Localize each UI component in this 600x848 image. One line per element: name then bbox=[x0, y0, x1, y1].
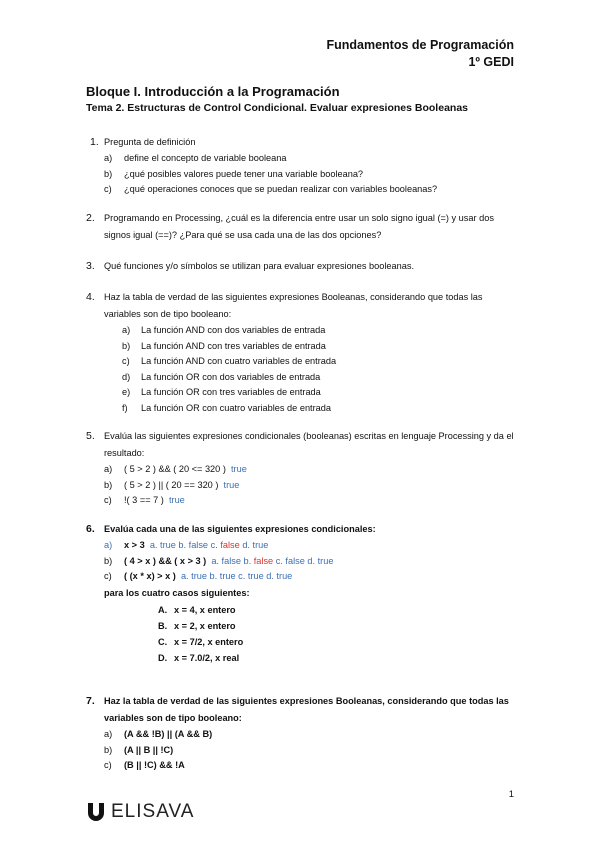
course-group: 1º GEDI bbox=[468, 55, 514, 69]
list-item: a) La función AND con dos variables de entrada bbox=[122, 325, 326, 335]
question-number: 6. bbox=[86, 523, 95, 535]
question-4 bbox=[86, 289, 516, 416]
question-1 bbox=[86, 134, 516, 198]
question-number: 5. bbox=[86, 430, 95, 442]
question-7 bbox=[86, 693, 516, 774]
question-text: Haz la tabla de verdad de las siguientes expresiones Booleanas, considerando que todas las variables son de tipo booleano: bbox=[104, 696, 509, 723]
list-item: b) La función AND con tres variables de entrada bbox=[122, 340, 326, 351]
question-text: Pregunta de definición bbox=[104, 137, 196, 147]
question-text: Programando en Processing, ¿cuál es la diferencia entre usar un solo signo igual (=) y usar dos signos igual (==)? ¿Para qué se usa cada una de las dos opciones? bbox=[104, 213, 494, 240]
case-item: B. x = 2, x entero bbox=[158, 620, 236, 631]
question-6 bbox=[86, 521, 516, 666]
list-item: a) (A && !B) || (A && B) bbox=[104, 729, 213, 739]
question-number: 7. bbox=[86, 695, 95, 707]
question-number: 2. bbox=[86, 212, 95, 224]
u-logo-icon bbox=[88, 803, 104, 821]
case-item: A. x = 4, x entero bbox=[158, 604, 236, 615]
question-number: 1. bbox=[90, 136, 99, 148]
list-item: a) ( 5 > 2 ) && ( 20 <= 320 ) true bbox=[104, 464, 247, 474]
question-3 bbox=[86, 258, 516, 275]
page-number: 1 bbox=[508, 789, 514, 800]
list-item: b) ( 4 > x ) && ( x > 3 ) a. false b. false c. false d. true bbox=[104, 555, 334, 566]
list-item: c) ( (x * x) > x ) a. true b. true c. true d. true bbox=[104, 571, 293, 581]
question-text: Evalúa cada una de las siguientes expresiones condicionales: bbox=[104, 524, 376, 534]
answer: true bbox=[231, 464, 247, 474]
list-item: f) La función OR con cuatro variables de entrada bbox=[122, 402, 331, 413]
logo-text: ELISAVA bbox=[111, 801, 195, 822]
list-item: d) La función OR con dos variables de entrada bbox=[122, 371, 321, 382]
answer: true bbox=[223, 479, 240, 490]
list-item: b) (A || B || !C) bbox=[104, 744, 174, 755]
cases-label: para los cuatro casos siguientes: bbox=[104, 587, 250, 598]
list-item: a) x > 3 a. true b. false c. false d. true bbox=[104, 540, 269, 550]
answer: true bbox=[168, 495, 185, 505]
case-item: C. x = 7/2, x entero bbox=[158, 636, 244, 647]
elisava-logo bbox=[88, 801, 194, 823]
question-5 bbox=[86, 428, 516, 509]
question-number: 4. bbox=[86, 291, 95, 303]
list-item: b) ¿qué posibles valores puede tener una variable booleana? bbox=[104, 168, 364, 179]
topic-subtitle: Tema 2. Estructuras de Control Condicional. Evaluar expresiones Booleanas bbox=[86, 102, 468, 114]
list-item: b) ( 5 > 2 ) || ( 20 == 320 ) true bbox=[104, 479, 240, 490]
case-item: D. x = 7.0/2, x real bbox=[158, 652, 240, 663]
block-title: Bloque I. Introducción a la Programación bbox=[86, 84, 340, 99]
course-title: Fundamentos de Programación bbox=[326, 38, 514, 52]
question-2 bbox=[86, 210, 516, 244]
list-item: c) ¿qué operaciones conoces que se puedan realizar con variables booleanas? bbox=[104, 184, 438, 194]
list-item: c) (B || !C) && !A bbox=[104, 760, 185, 770]
question-text: Haz la tabla de verdad de las siguientes expresiones Booleanas, considerando que todas las variables son de tipo booleano: bbox=[104, 292, 483, 319]
question-text: Evalúa las siguientes expresiones condicionales (booleanas) escritas en lenguaje Processing y da el resultado: bbox=[104, 431, 514, 458]
list-item: e) La función OR con tres variables de entrada bbox=[122, 387, 321, 397]
question-text: Qué funciones y/o símbolos se utilizan para evaluar expresiones booleanas. bbox=[104, 261, 415, 271]
list-item: c) !( 3 == 7 ) true bbox=[104, 495, 185, 505]
list-item: a) define el concepto de variable booleana bbox=[104, 153, 287, 163]
question-number: 3. bbox=[86, 260, 95, 272]
list-item: c) La función AND con cuatro variables de entrada bbox=[122, 356, 337, 366]
